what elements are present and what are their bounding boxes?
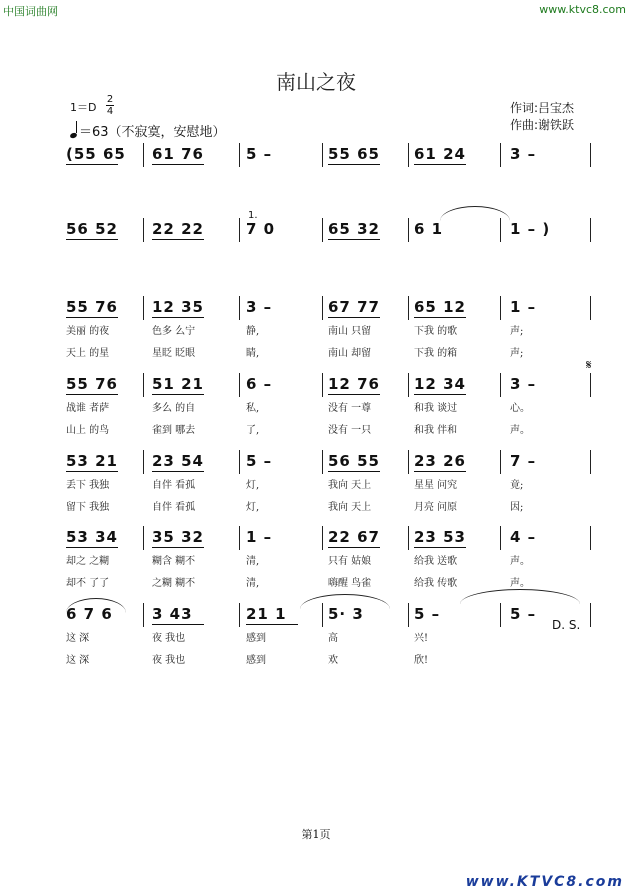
lyric-2: 雀到 哪去 <box>152 425 196 436</box>
beam-line <box>328 317 380 318</box>
measure: 5 – <box>510 605 537 623</box>
measure: 61 24 <box>414 145 466 163</box>
lyric-2: 给我 传歌 <box>414 578 458 589</box>
bar-line <box>408 603 409 627</box>
lyric-1: 下我 的歌 <box>414 326 458 337</box>
lyric-1: 色多 么宁 <box>152 326 196 337</box>
lyric-2: 南山 却留 <box>328 348 372 359</box>
bar-line <box>590 373 591 397</box>
bar-line <box>239 218 240 242</box>
measure: 1 – <box>246 528 273 546</box>
lyric-1: 多么 的自 <box>152 403 196 414</box>
lyric-2: 星眨 眨眼 <box>152 348 196 359</box>
bar-line <box>590 296 591 320</box>
dal-segno-mark: D. S. <box>552 618 581 632</box>
lyric-2: 却不 了了 <box>66 578 110 589</box>
bar-line <box>143 373 144 397</box>
measure: 3 – <box>510 375 537 393</box>
time-bottom: 4 <box>106 106 114 117</box>
lyric-1: 竟; <box>510 480 524 491</box>
beam-line <box>152 624 204 625</box>
beam-line <box>414 471 466 472</box>
bar-line <box>143 143 144 167</box>
measure: 1 – <box>510 298 537 316</box>
lyric-1: 星星 问究 <box>414 480 458 491</box>
bar-line <box>500 373 501 397</box>
lyric-2: 因; <box>510 502 524 513</box>
lyric-1: 自伴 看孤 <box>152 480 196 491</box>
measure: 6 1 <box>414 220 444 238</box>
lyric-2: 灯, <box>246 502 260 513</box>
tempo-text: ＝63（不寂寞，安慰地） <box>79 125 226 140</box>
lyric-1: 没有 一尊 <box>328 403 372 414</box>
measure: 7 0 <box>246 220 276 238</box>
measure: 4 – <box>510 528 537 546</box>
bar-line <box>239 450 240 474</box>
slur-arc <box>300 594 390 609</box>
lyricist: 作词:吕宝杰 <box>510 101 575 115</box>
bar-line <box>590 450 591 474</box>
slur-arc <box>66 598 126 613</box>
song-title: 南山之夜 <box>276 70 356 94</box>
measure: 3 – <box>246 298 273 316</box>
bar-line <box>322 218 323 242</box>
beam-line <box>328 547 380 548</box>
bar-line <box>322 296 323 320</box>
lyric-1: 糊含 糊不 <box>152 556 196 567</box>
lyric-1: 给我 送歌 <box>414 556 458 567</box>
lyric-2: 留下 我独 <box>66 502 110 513</box>
beam-line <box>152 164 204 165</box>
lyric-2: 感到 <box>246 655 266 666</box>
measure: 53 21 <box>66 452 118 470</box>
bar-line <box>500 143 501 167</box>
bar-line <box>590 603 591 627</box>
lyric-2: 之糊 糊不 <box>152 578 196 589</box>
measure: 23 53 <box>414 528 466 546</box>
bar-line <box>500 450 501 474</box>
lyric-1: 却之 之糊 <box>66 556 110 567</box>
bar-line <box>408 526 409 550</box>
beam-line <box>414 164 466 165</box>
quarter-note-icon <box>69 132 77 139</box>
measure: 23 54 <box>152 452 204 470</box>
measure: 5· 3 <box>328 605 364 623</box>
beam-line <box>66 164 118 165</box>
lyric-1: 丢下 我独 <box>66 480 110 491</box>
measure: 12 76 <box>328 375 380 393</box>
lyric-1: 南山 只留 <box>328 326 372 337</box>
measure: 3 – <box>510 145 537 163</box>
lyric-1: 夜 我也 <box>152 633 186 644</box>
measure: 51 21 <box>152 375 204 393</box>
key-signature: 1＝D <box>70 101 97 114</box>
lyric-2: 清, <box>246 578 260 589</box>
measure: 55 76 <box>66 375 118 393</box>
lyric-2: 欣! <box>414 655 429 666</box>
page-number: 第1页 <box>301 828 331 841</box>
lyric-2: 声。 <box>510 578 530 589</box>
lyric-2: 了, <box>246 425 260 436</box>
bar-line <box>408 373 409 397</box>
beam-line <box>66 317 118 318</box>
lyric-1: 清, <box>246 556 260 567</box>
beam-line <box>328 394 380 395</box>
time-top: 2 <box>106 94 114 105</box>
bar-line <box>239 526 240 550</box>
measure: (55 65 <box>66 145 126 163</box>
measure: 65 32 <box>328 220 380 238</box>
measure: 12 34 <box>414 375 466 393</box>
lyric-1: 声。 <box>510 556 530 567</box>
beam-line <box>328 239 380 240</box>
lyric-2: 和我 伴和 <box>414 425 458 436</box>
segno-icon: 𝄋 <box>586 358 592 373</box>
bar-line <box>500 603 501 627</box>
beam-line <box>152 471 204 472</box>
bar-line <box>143 218 144 242</box>
bar-line <box>143 296 144 320</box>
measure: 55 76 <box>66 298 118 316</box>
bar-line <box>143 450 144 474</box>
bar-line <box>143 526 144 550</box>
bar-line <box>408 143 409 167</box>
lyric-1: 声; <box>510 326 524 337</box>
measure: 22 22 <box>152 220 204 238</box>
bar-line <box>239 603 240 627</box>
beam-line <box>152 547 204 548</box>
bar-line <box>322 526 323 550</box>
measure: 21 1 <box>246 605 287 623</box>
beam-line <box>152 394 204 395</box>
lyric-1: 只有 姑娘 <box>328 556 372 567</box>
bar-line <box>590 218 591 242</box>
lyric-2: 声; <box>510 348 524 359</box>
lyric-2: 下我 的箱 <box>414 348 458 359</box>
composer: 作曲:谢铁跃 <box>510 118 575 132</box>
bar-line <box>590 526 591 550</box>
measure: 5 – <box>246 145 273 163</box>
bar-line <box>322 450 323 474</box>
measure: 61 76 <box>152 145 204 163</box>
lyric-2: 嗨醒 鸟雀 <box>328 578 372 589</box>
measure: 6 – <box>246 375 273 393</box>
lyric-2: 欢 <box>328 655 338 666</box>
measure: 53 34 <box>66 528 118 546</box>
bar-line <box>590 143 591 167</box>
beam-line <box>66 239 118 240</box>
lyric-1: 这 深 <box>66 633 90 644</box>
beam-line <box>66 471 118 472</box>
lyric-1: 我向 天上 <box>328 480 372 491</box>
lyric-1: 战谁 者萨 <box>66 403 110 414</box>
beam-line <box>152 317 204 318</box>
bar-line <box>408 296 409 320</box>
slur-arc <box>460 589 580 604</box>
footer-watermark: www.KTVC8.com <box>465 874 624 890</box>
lyric-2: 声。 <box>510 425 530 436</box>
slur-arc <box>440 206 510 221</box>
beam-line <box>246 624 298 625</box>
beam-line <box>328 164 380 165</box>
bar-line <box>500 526 501 550</box>
lyric-2: 天上 的星 <box>66 348 110 359</box>
measure: 3 43 <box>152 605 193 623</box>
lyric-1: 感到 <box>246 633 266 644</box>
lyric-1: 私, <box>246 403 260 414</box>
lyric-1: 心。 <box>510 403 530 414</box>
measure: 35 32 <box>152 528 204 546</box>
measure: 56 55 <box>328 452 380 470</box>
lyric-1: 静, <box>246 326 260 337</box>
beam-line <box>414 394 466 395</box>
bar-line <box>239 143 240 167</box>
measure: 23 26 <box>414 452 466 470</box>
volta-bracket: 1. <box>248 210 258 221</box>
measure: 5 – <box>246 452 273 470</box>
lyric-2: 我向 天上 <box>328 502 372 513</box>
measure: 7 – <box>510 452 537 470</box>
bar-line <box>322 143 323 167</box>
measure: 5 – <box>414 605 441 623</box>
bar-line <box>500 218 501 242</box>
lyric-1: 和我 谈过 <box>414 403 458 414</box>
lyric-2: 山上 的鸟 <box>66 425 110 436</box>
measure: 56 52 <box>66 220 118 238</box>
time-signature <box>106 94 114 117</box>
measure: 67 77 <box>328 298 380 316</box>
bar-line <box>408 450 409 474</box>
bar-line <box>500 296 501 320</box>
lyric-2: 夜 我也 <box>152 655 186 666</box>
bar-line <box>239 296 240 320</box>
beam-line <box>66 547 118 548</box>
measure: 1 – ) <box>510 220 551 238</box>
credits <box>510 100 574 134</box>
beam-line <box>414 317 466 318</box>
lyric-1: 灯, <box>246 480 260 491</box>
measure: 55 65 <box>328 145 380 163</box>
note-stem-icon <box>76 121 77 133</box>
lyric-2: 没有 一只 <box>328 425 372 436</box>
bar-line <box>408 218 409 242</box>
measure: 65 12 <box>414 298 466 316</box>
bar-line <box>239 373 240 397</box>
beam-line <box>152 239 204 240</box>
bar-line <box>322 373 323 397</box>
measure: 12 35 <box>152 298 204 316</box>
lyric-2: 睛, <box>246 348 260 359</box>
beam-line <box>328 471 380 472</box>
measure: 6 7 6 <box>66 605 113 623</box>
site-name-left[interactable]: 中国词曲网 <box>3 5 58 18</box>
lyric-1: 兴! <box>414 633 429 644</box>
beam-line <box>414 547 466 548</box>
lyric-2: 这 深 <box>66 655 90 666</box>
measure: 22 67 <box>328 528 380 546</box>
lyric-2: 自伴 看孤 <box>152 502 196 513</box>
site-url-right[interactable]: www.ktvc8.com <box>539 3 626 16</box>
lyric-1: 高 <box>328 633 338 644</box>
bar-line <box>143 603 144 627</box>
beam-line <box>66 394 118 395</box>
tempo-marking <box>70 121 226 140</box>
lyric-1: 美丽 的夜 <box>66 326 110 337</box>
lyric-2: 月亮 问原 <box>414 502 458 513</box>
